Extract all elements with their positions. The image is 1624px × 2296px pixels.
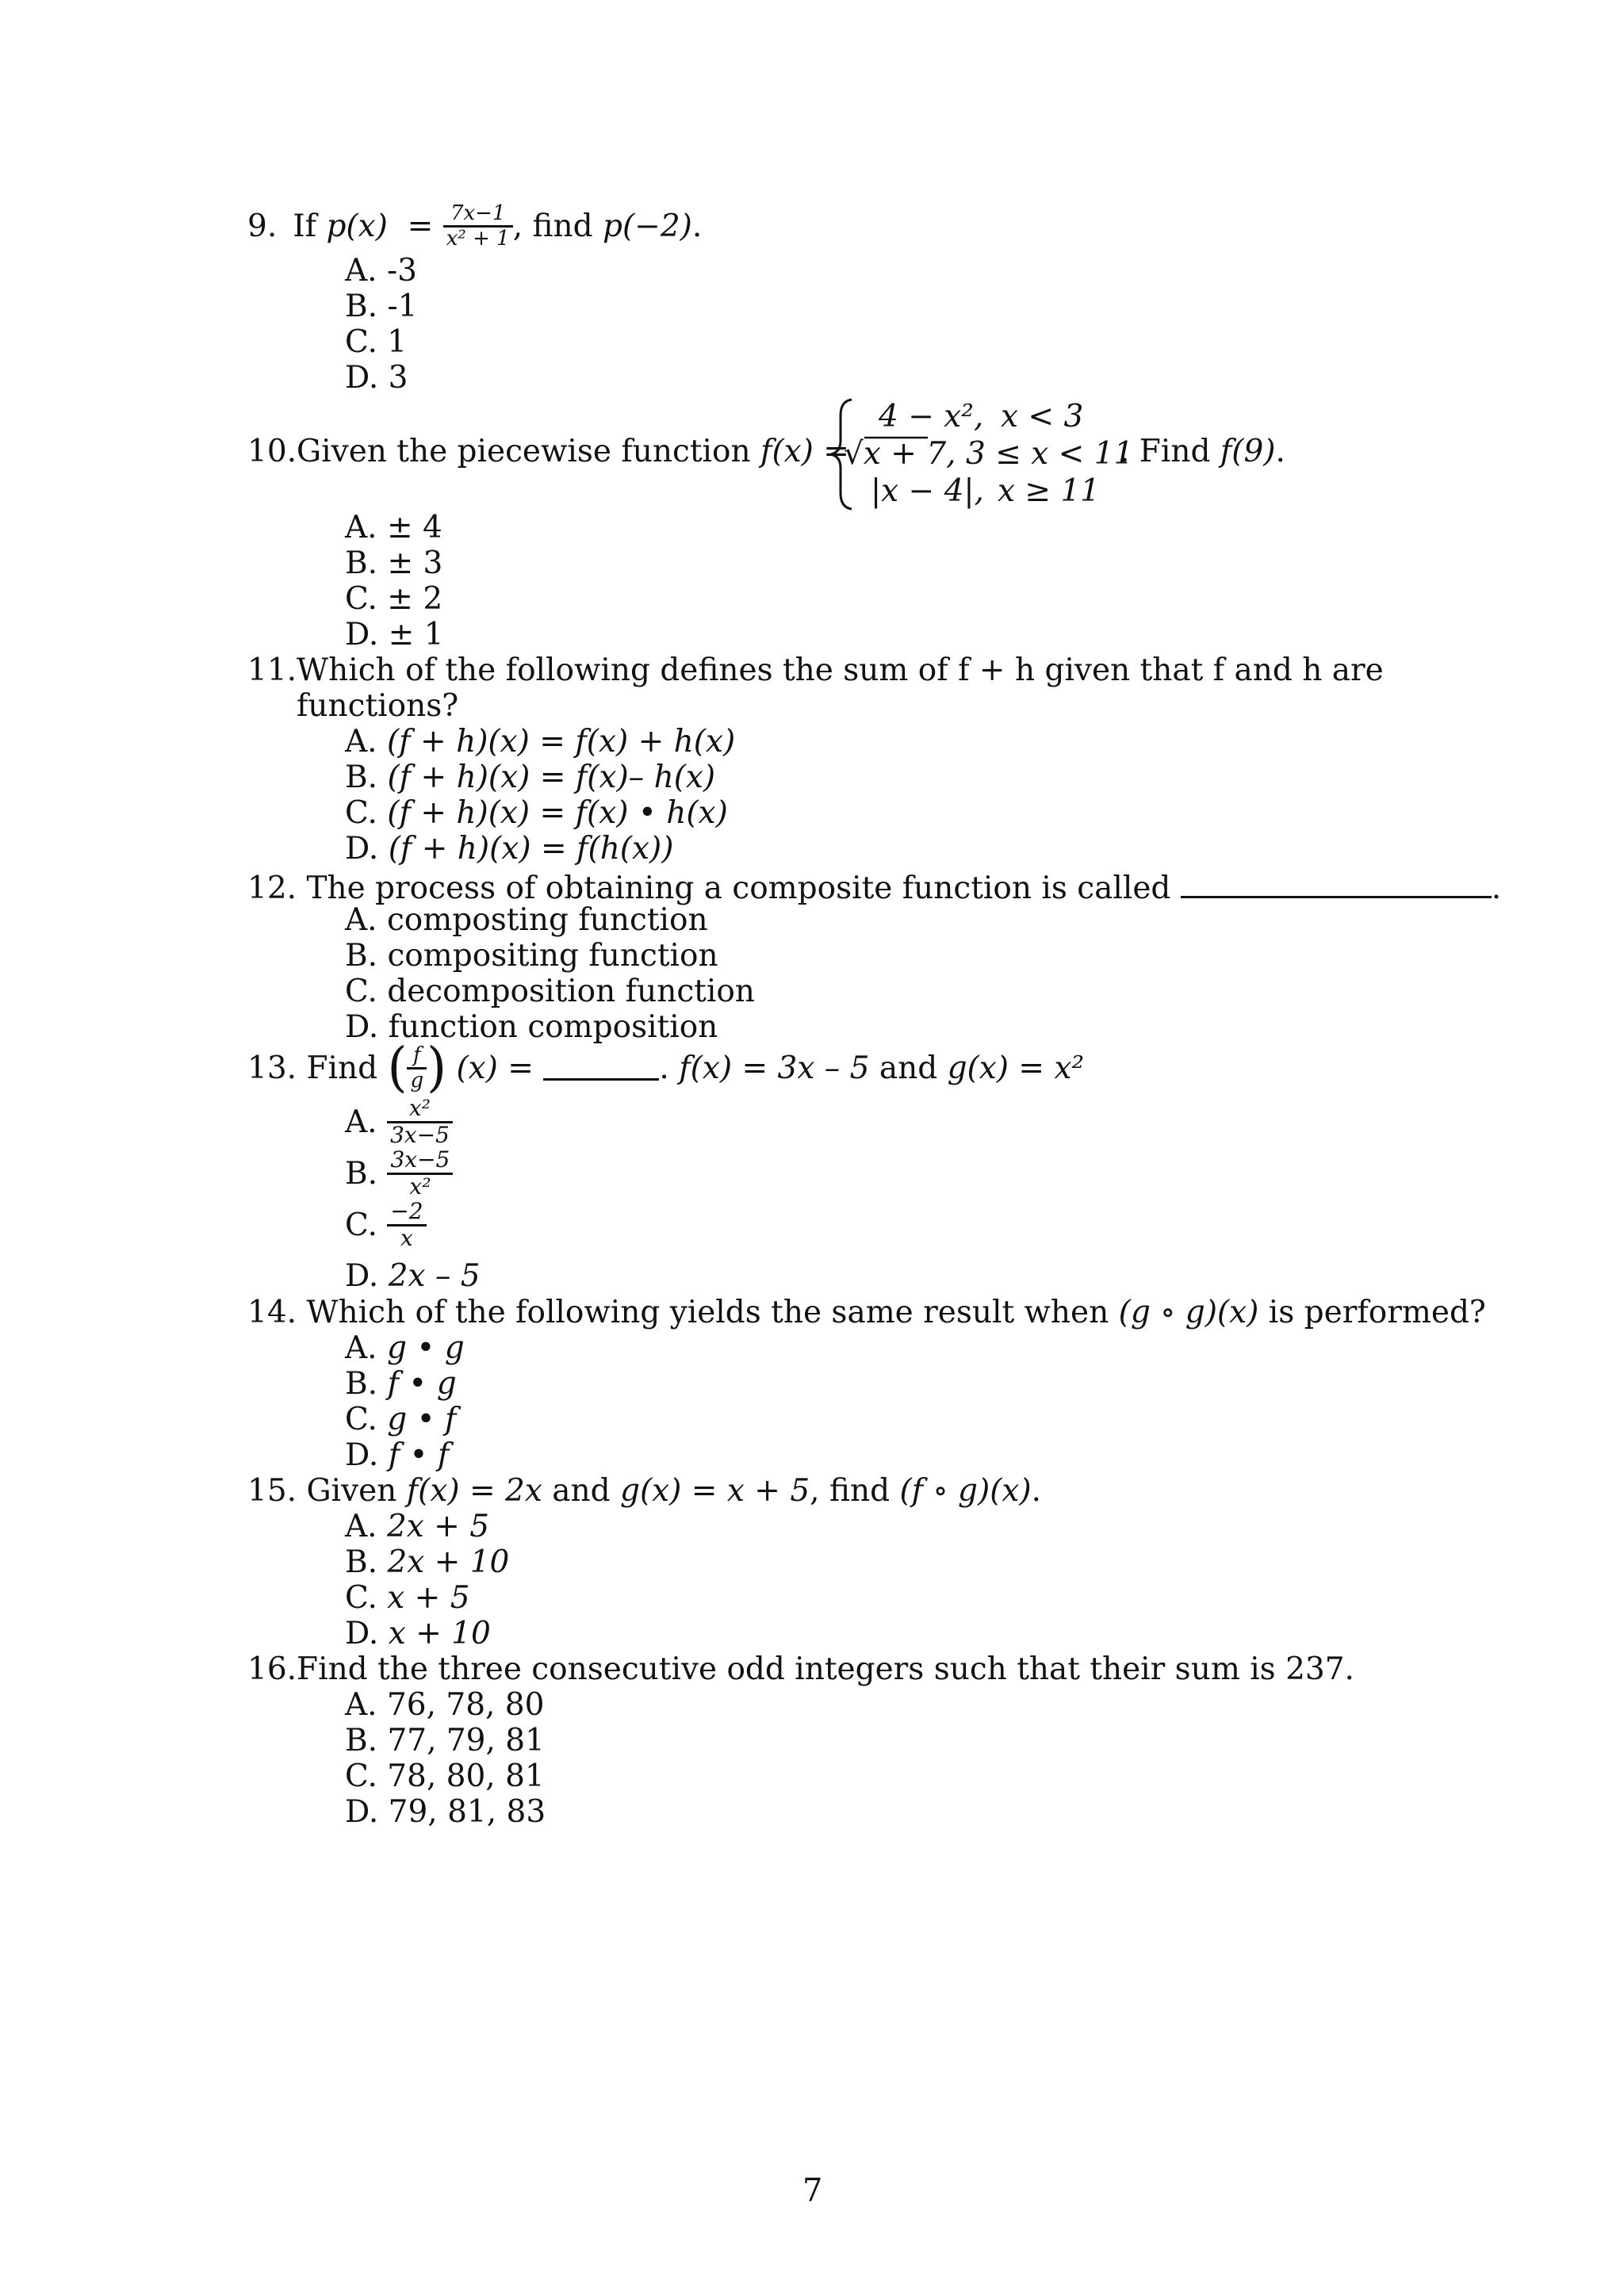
question-text-line2: functions? xyxy=(297,688,459,724)
question-text: Which of the following defines the sum of f + h given that f and h are xyxy=(297,652,1384,688)
math-expr: 2x + 10 xyxy=(387,1544,510,1580)
question-text: If xyxy=(293,208,317,244)
numerator: f xyxy=(407,1044,427,1070)
option-label: C. xyxy=(345,1207,377,1243)
question-text: . Find xyxy=(1120,434,1211,469)
math-expr: (f + h)(x) = f(x) • h(x) xyxy=(387,795,728,831)
question-13 xyxy=(247,1037,1085,1099)
denominator: x² xyxy=(409,1173,431,1200)
option-label: A. xyxy=(345,724,377,760)
question-text: Given xyxy=(306,1473,397,1509)
option-c: C. decomposition function xyxy=(345,974,755,1009)
option-label: D. xyxy=(345,831,379,867)
math-expr: p(x) xyxy=(326,208,388,244)
piecewise-condition-2: 3 ≤ x < 11 xyxy=(966,436,1134,472)
equals-sign: = xyxy=(407,208,434,244)
math-expr: (g ∘ g)(x) xyxy=(1118,1295,1259,1330)
option-d xyxy=(345,831,674,867)
option-b xyxy=(345,1544,510,1580)
question-text: Given the piecewise function xyxy=(297,434,751,469)
option-c xyxy=(345,1404,456,1435)
math-expr: g(x) = x² xyxy=(947,1050,1085,1086)
answer-blank xyxy=(1181,869,1492,898)
option-d: D. 79, 81, 83 xyxy=(345,1794,546,1830)
question-9 xyxy=(247,198,702,254)
option-label: C. xyxy=(345,1580,377,1616)
math-expr: f(x) = 2x xyxy=(406,1473,542,1509)
question-text: and xyxy=(552,1473,611,1509)
option-b xyxy=(345,1366,457,1402)
page-number: 7 xyxy=(802,2172,823,2209)
question-text: is performed? xyxy=(1268,1295,1486,1330)
option-a xyxy=(345,1330,465,1366)
question-text: Find xyxy=(306,1050,378,1086)
math-expr: f(x) = xyxy=(760,434,849,469)
case-expression: |x − 4|, xyxy=(871,473,984,509)
option-b xyxy=(345,762,715,793)
option-label: D. xyxy=(345,1258,379,1294)
denominator: 3x−5 xyxy=(389,1121,450,1148)
option-d: D. ± 1 xyxy=(345,617,444,652)
piecewise-case-2 xyxy=(844,436,956,472)
question-15 xyxy=(247,1473,1042,1509)
fraction xyxy=(387,1148,453,1200)
option-b: B. compositing function xyxy=(345,938,718,974)
option-d: D. 3 xyxy=(345,360,408,396)
math-expr: 2x + 5 xyxy=(386,1509,490,1544)
question-text: Which of the following yields the same result when xyxy=(306,1295,1109,1330)
question-number: 15. xyxy=(247,1473,297,1509)
denominator: x xyxy=(400,1224,413,1251)
math-expr: x + 10 xyxy=(388,1616,491,1651)
question-text: , find xyxy=(810,1473,891,1509)
option-a xyxy=(345,1094,453,1148)
option-label: B. xyxy=(345,760,378,795)
option-a: A. 76, 78, 80 xyxy=(345,1687,545,1723)
option-a: A. ± 4 xyxy=(345,510,442,545)
math-expr: 2x – 5 xyxy=(388,1258,481,1294)
option-label: A. xyxy=(345,1509,377,1544)
math-expr: f(x) = 3x – 5 xyxy=(679,1050,870,1086)
option-a xyxy=(345,1511,489,1542)
math-expr: g(x) = x + 5 xyxy=(620,1473,810,1509)
denominator: g xyxy=(410,1068,424,1093)
case-expression: √x + 7, xyxy=(844,436,956,472)
math-expr: x + 5 xyxy=(387,1580,470,1616)
fraction xyxy=(443,202,513,250)
sqrt-vinculum xyxy=(864,435,928,440)
question-number: 10. xyxy=(247,434,297,469)
option-label: C. xyxy=(345,795,377,831)
math-expr: (f + h)(x) = f(h(x)) xyxy=(388,831,674,867)
question-number: 9. xyxy=(247,208,278,244)
question-number: 14. xyxy=(247,1295,297,1330)
numerator: 3x−5 xyxy=(387,1148,453,1175)
math-expr: (f + h)(x) = f(x)– h(x) xyxy=(387,760,716,795)
numerator: 7x−1 xyxy=(443,202,513,228)
math-expr: (f + h)(x) = f(x) + h(x) xyxy=(386,724,736,760)
punctuation: . xyxy=(691,208,703,244)
numerator: −2 xyxy=(387,1200,426,1226)
punctuation: . xyxy=(1491,871,1502,906)
punctuation: . xyxy=(659,1050,669,1086)
question-number: 16. xyxy=(247,1651,297,1687)
option-c xyxy=(345,1197,427,1251)
answer-blank xyxy=(543,1056,659,1081)
option-a: A. composting function xyxy=(345,902,708,938)
option-b: B. -1 xyxy=(345,289,418,324)
option-label: C. xyxy=(345,1402,377,1437)
left-paren: ( xyxy=(387,1037,408,1099)
question-number: 13. xyxy=(247,1050,297,1086)
option-b xyxy=(345,1146,453,1200)
math-expr: f(9) xyxy=(1220,434,1276,469)
question-10 xyxy=(247,436,849,467)
math-expr: f • f xyxy=(388,1437,450,1473)
fraction xyxy=(387,1197,426,1251)
option-d xyxy=(345,1618,491,1649)
question-12 xyxy=(247,869,1501,904)
question-text: The process of obtaining a composite function is called xyxy=(306,871,1171,906)
option-c: C. 78, 80, 81 xyxy=(345,1758,545,1794)
option-label: B. xyxy=(345,1544,378,1580)
option-c xyxy=(345,1580,470,1616)
fraction xyxy=(387,1096,453,1148)
piecewise-condition-3: x ≥ 11 xyxy=(998,473,1101,509)
math-expr: (x) = xyxy=(456,1050,534,1086)
question-10-tail xyxy=(1120,436,1285,467)
piecewise-case-1 xyxy=(879,401,983,432)
option-label: D. xyxy=(345,1437,379,1473)
option-label: A. xyxy=(345,1104,377,1140)
option-label: A. xyxy=(345,1330,377,1366)
question-number: 11. xyxy=(247,652,297,688)
option-c xyxy=(345,795,728,831)
option-a: A. -3 xyxy=(345,253,417,289)
option-b: B. ± 3 xyxy=(345,545,443,581)
option-label: D. xyxy=(345,1616,379,1651)
fraction xyxy=(407,1044,427,1092)
math-expr: f • g xyxy=(387,1366,457,1402)
question-text: and xyxy=(879,1050,938,1086)
math-expr: g • f xyxy=(387,1402,457,1437)
denominator: x² + 1 xyxy=(446,226,510,251)
punctuation: . xyxy=(1031,1473,1042,1509)
piecewise-condition-1: x < 3 xyxy=(1001,399,1084,434)
option-d xyxy=(345,1258,481,1294)
option-b: B. 77, 79, 81 xyxy=(345,1723,545,1758)
option-a xyxy=(345,724,736,760)
punctuation: . xyxy=(1275,434,1285,469)
math-expr: g • g xyxy=(386,1330,465,1366)
option-d: D. function composition xyxy=(345,1009,718,1045)
numerator: x² xyxy=(387,1096,453,1123)
option-c: C. 1 xyxy=(345,324,408,360)
question-text: Find the three consecutive odd integers such that their sum is 237. xyxy=(297,1651,1354,1687)
question-11 xyxy=(247,652,1384,688)
right-paren: ) xyxy=(427,1037,447,1099)
option-label: B. xyxy=(345,1155,378,1192)
option-c: C. ± 2 xyxy=(345,581,443,617)
question-16 xyxy=(247,1651,1354,1687)
piecewise-case-3 xyxy=(871,473,984,509)
option-d xyxy=(345,1437,450,1473)
question-text: , find xyxy=(512,208,593,244)
question-14 xyxy=(247,1297,1486,1328)
case-expression: 4 − x², xyxy=(879,399,984,434)
option-label: B. xyxy=(345,1366,378,1402)
math-expr: (f ∘ g)(x) xyxy=(899,1473,1032,1509)
math-expr: p(−2) xyxy=(603,208,692,244)
question-number: 12. xyxy=(247,871,297,906)
